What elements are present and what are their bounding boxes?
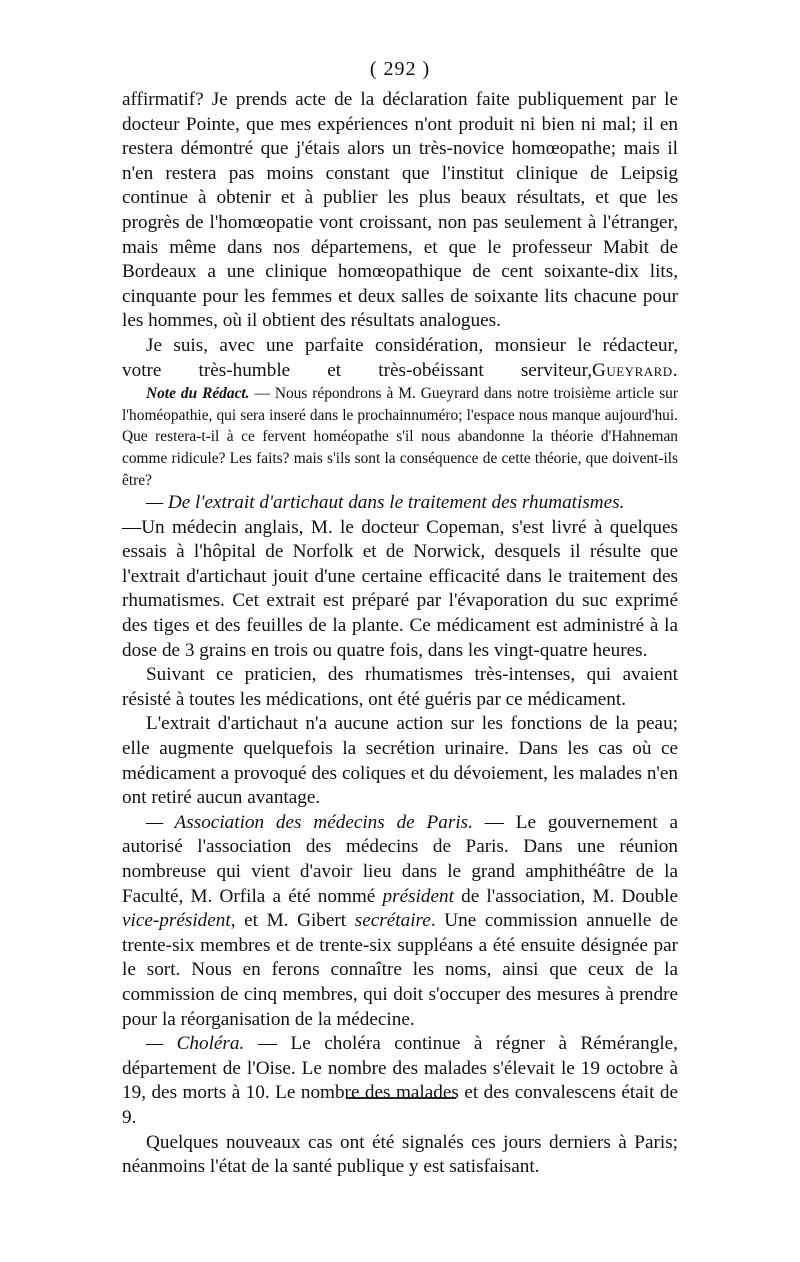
editor-note-label: Note du Rédact. bbox=[146, 385, 250, 403]
editor-note-text: — Nous répondrons à M. Gueyrard dans notre troisième article sur l'homéopathie, qui sera inseré dans le prochainnuméro; l'espace nous manque aujourd'hui. Que restera-t-il à ce fervent homéopathe s'il nous abandonne la théorie d'Hahneman comme ridicule? Les faits? mais s'ils sont la conséquence de cette théorie, que doivent-ils être? bbox=[122, 385, 678, 489]
association-text-1: — Le gouvernement a autorisé l'association des médecins de Paris. Dans une réunion nombreuse qui vient d'avoir lieu dans le grand amphithéâtre de la Faculté, M. Orfila a été nommé bbox=[122, 811, 678, 907]
page-body bbox=[122, 88, 678, 1180]
artichaut-paragraph-1: —Un médecin anglais, M. le docteur Copeman, s'est livré à quelques essais à l'hôpital de Norfolk et de Norwick, desquels il résulte que l'extrait d'artichaut jouit d'une certaine efficacité dans le traitement des rhumatismes. Cet extrait est préparé par l'évaporation du suc exprimé des tiges et des feuilles de la plante. Ce médicament est administré à la dose de 3 grains en trois ou quatre fois, dans les vingt-quatre heures. bbox=[122, 516, 678, 661]
cholera-paragraph bbox=[122, 1032, 678, 1130]
cholera-heading: — Choléra. bbox=[146, 1033, 245, 1055]
association-vice-president: vice-président bbox=[122, 910, 231, 932]
association-president: président bbox=[382, 885, 454, 907]
association-heading: — Association des médecins de Paris. bbox=[146, 811, 473, 833]
cholera-paragraph-2: Quelques nouveaux cas ont été signalés ces jours derniers à Paris; néanmoins l'état de la santé publique y est satisfaisant. bbox=[122, 1131, 678, 1178]
association-text-3: , et M. Gibert bbox=[230, 910, 355, 932]
artichaut-heading-line bbox=[122, 491, 678, 516]
cholera-text: — Le choléra continue à régner à Rémérangle, département de l'Oise. Le nombre des malades s'élevait le 19 octobre à 19, des morts à 10. Le nombre des malades et des convalescens était de 9. bbox=[122, 1033, 678, 1128]
section-divider bbox=[346, 1097, 456, 1099]
letter-closing-2 bbox=[122, 359, 678, 384]
letter-closing-1: Je suis, avec une parfaite considération, monsieur le rédacteur, bbox=[146, 334, 678, 356]
artichaut-paragraph-3: L'extrait d'artichaut n'a aucune action sur les fonctions de la peau; elle augmente quelquefois la secrétion urinaire. Dans les cas où ce médicament a provoqué des coliques et du dévoiement, les malades n'en ont retiré aucun avantage. bbox=[122, 713, 678, 809]
association-text-2: de l'association, M. Double bbox=[453, 885, 678, 907]
signature: Gueyrard. bbox=[592, 359, 678, 381]
letter-paragraph: affirmatif? Je prends acte de la déclaration faite publiquement par le docteur Pointe, que mes expériences n'ont produit ni bien ni mal; il en restera démontré que j'étais alors un très-novice homœopathe; mais il n'en restera pas moins constant que l'institut clinique de Leipsig continue à obtenir et à publier les plus beaux résultats, et que les progrès de l'homœopatie vont croissant, non pas seulement à l'étranger, mais même dans nos départemens, et que le professeur Mabit de Bordeaux a une clinique homœopathique de cent soixante-dix lits, cinquante pour les femmes et deux salles de soixante lits chacune pour les hommes, où il obtient des résultats analogues. bbox=[122, 89, 678, 332]
page-number: ( 292 ) bbox=[369, 58, 431, 80]
association-secretaire: secrétaire bbox=[354, 910, 431, 932]
closing-text: votre très-humble et très-obéissant serviteur, bbox=[122, 359, 592, 381]
association-paragraph bbox=[122, 811, 678, 1032]
editor-note bbox=[122, 383, 678, 491]
association-text-4: . Une commission annuelle de trente-six membres et de trente-six suppléans a été ensuite désignée par le sort. Nous en ferons connaître les noms, ainsi que ceux de la commission de cinq membres, qui doit s'occuper des mesures à prendre pour la réorganisation de la médecine. bbox=[122, 910, 678, 1030]
artichaut-heading: — De l'extrait d'artichaut dans le traitement des rhumatismes. bbox=[146, 492, 625, 514]
artichaut-paragraph-2: Suivant ce praticien, des rhumatismes très-intenses, qui avaient résisté à toutes les médications, ont été guéris par ce médicament. bbox=[122, 664, 678, 710]
